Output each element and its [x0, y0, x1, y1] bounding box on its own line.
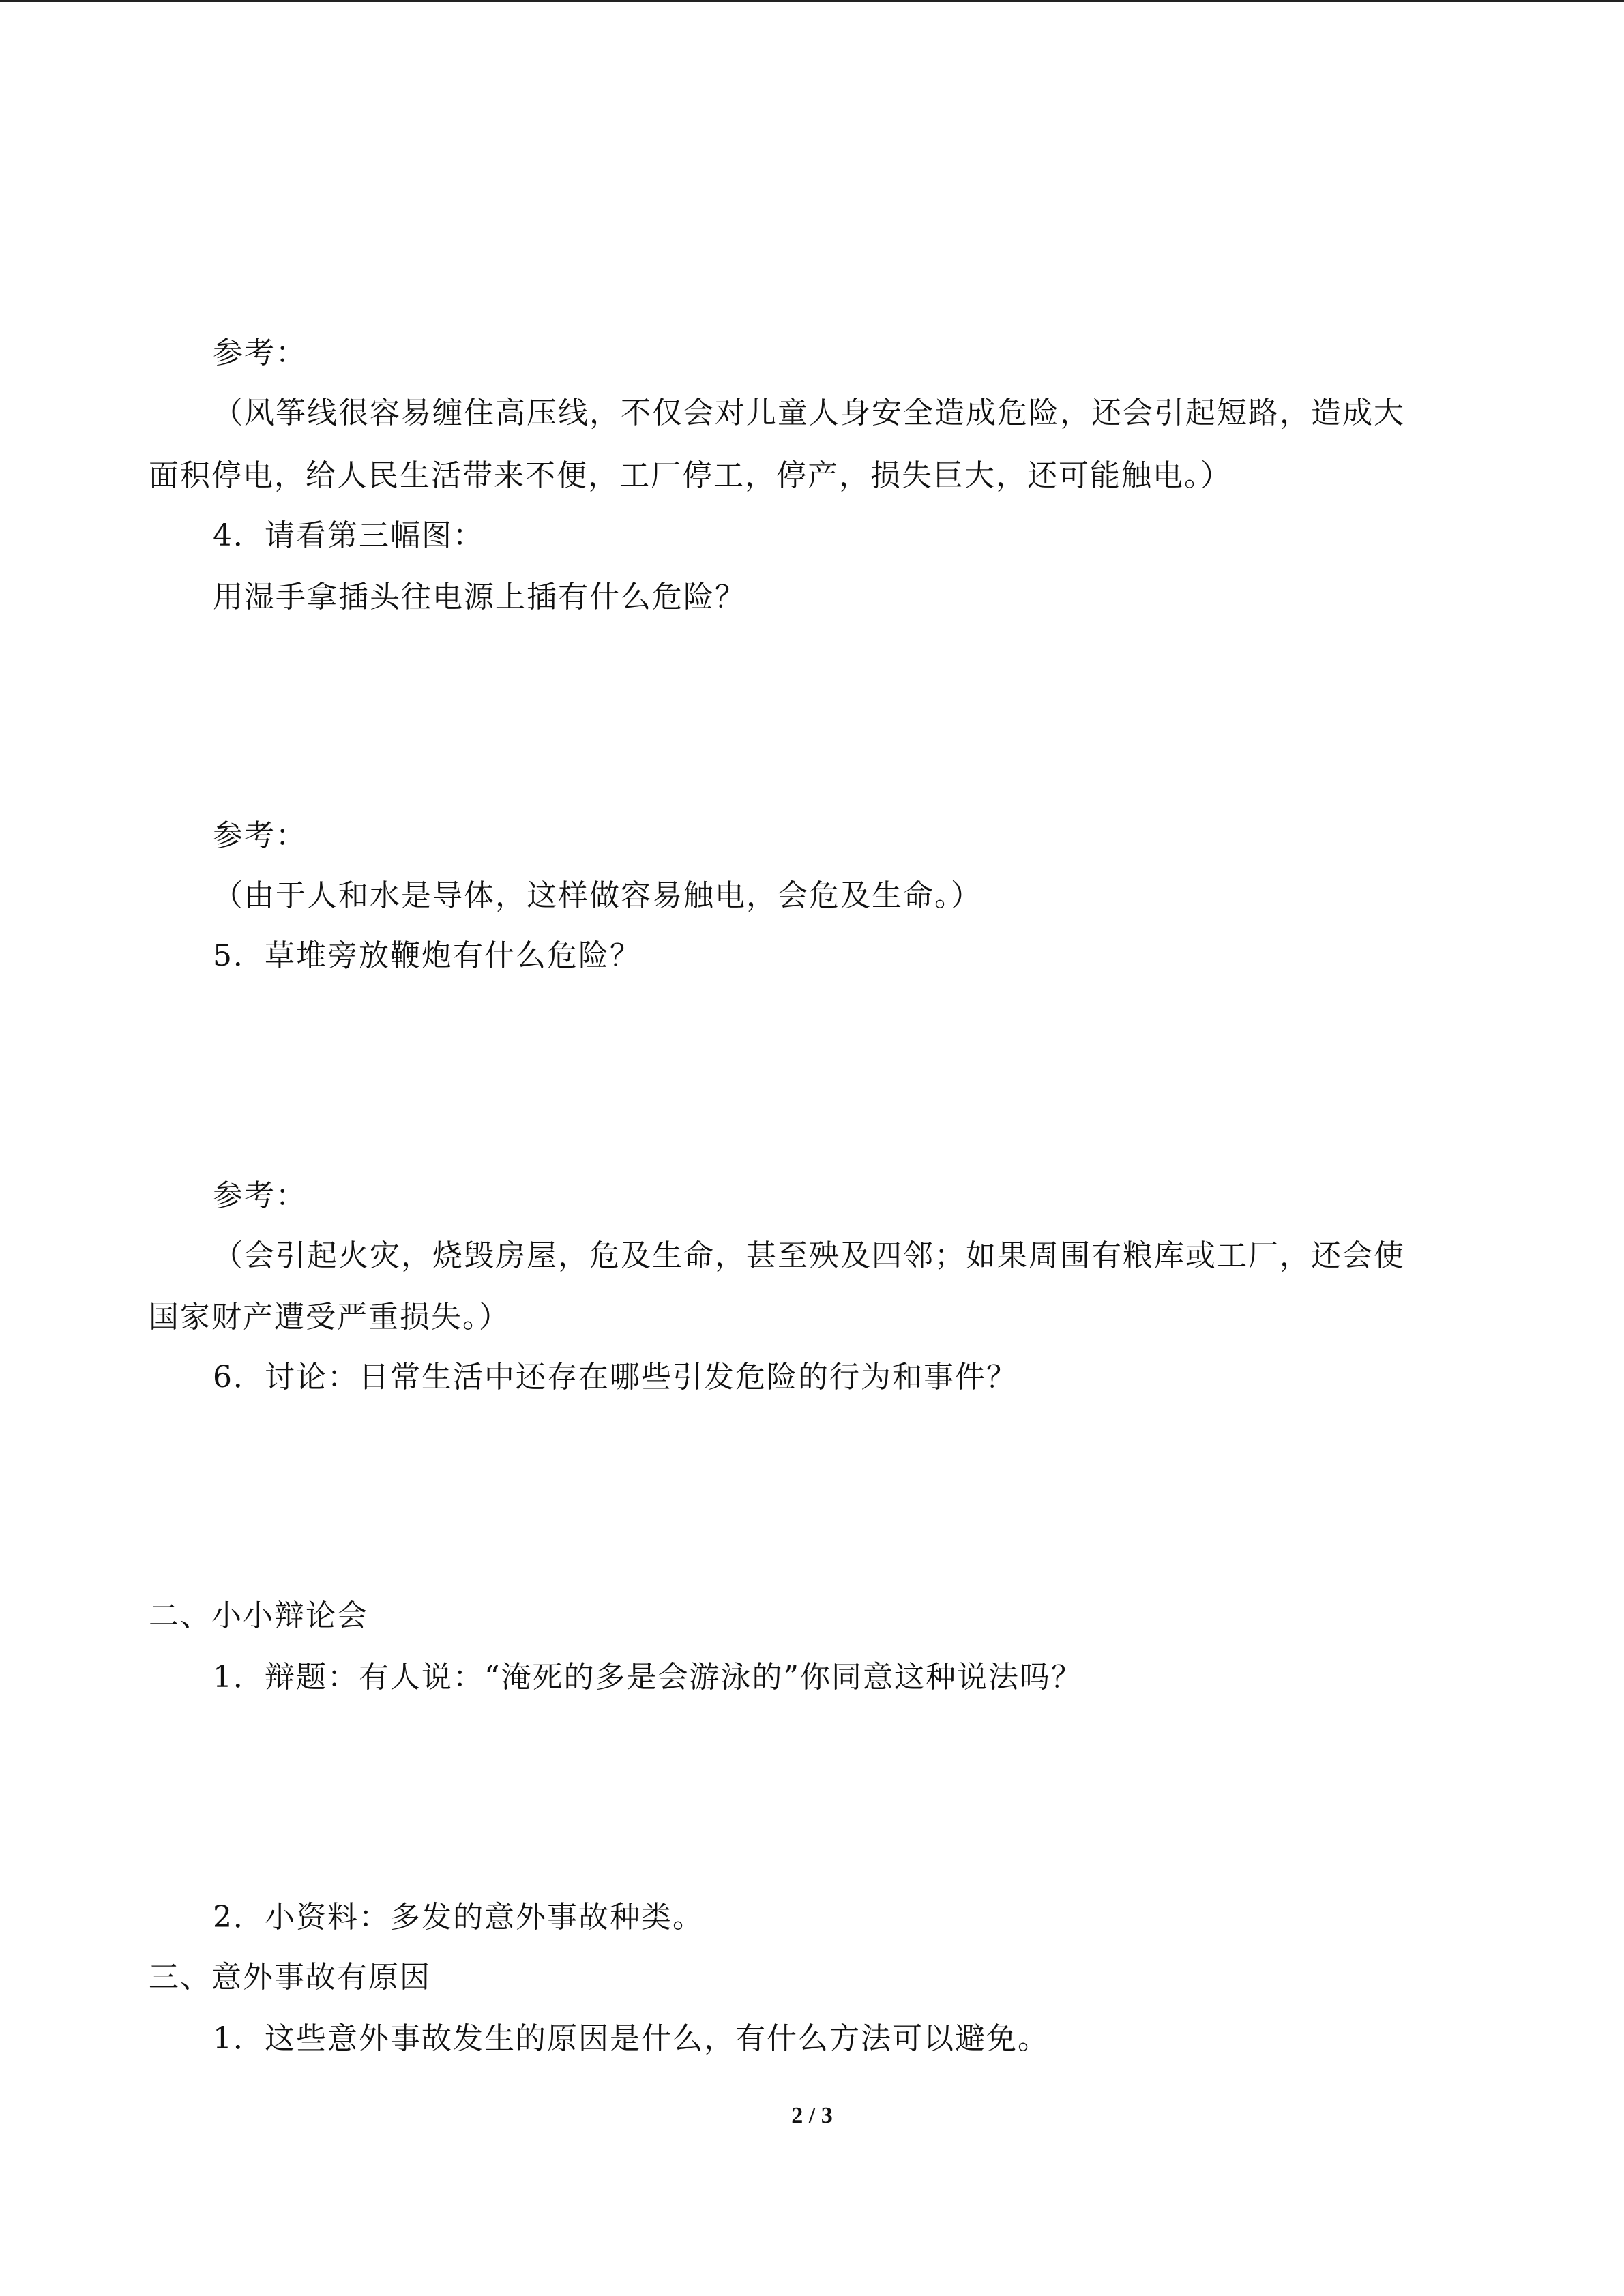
reference-text: （会引起火灾，烧毁房屋，危及生命，甚至殃及四邻；如果周围有粮库或工厂，还会使 — [213, 1238, 1405, 1273]
reference-text: （风筝线很容易缠住高压线，不仅会对儿童人身安全造成危险，还会引起短路，造成大 — [213, 396, 1405, 430]
reference-text: 国家财产遭受严重损失。） — [149, 1300, 510, 1335]
reference-text: 面积停电，给人民生活带来不便，工厂停工，停产，损失巨大，还可能触电。） — [149, 458, 1232, 493]
question-text: 2．小资料：多发的意外事故种类。 — [213, 1900, 704, 1935]
question-text: 5．草堆旁放鞭炮有什么危险？ — [213, 938, 641, 973]
reference-label: 参考： — [213, 1178, 307, 1213]
section-heading: 二、小小辩论会 — [149, 1598, 368, 1633]
question-text: 用湿手拿插头往电源上插有什么危险？ — [213, 580, 746, 614]
question-heading: 4．请看第三幅图： — [213, 518, 484, 553]
question-text: 1．这些意外事故发生的原因是什么，有什么方法可以避免。 — [213, 2021, 1049, 2056]
reference-text: （由于人和水是导体，这样做容易触电，会危及生命。） — [213, 878, 982, 913]
question-text: 6．讨论：日常生活中还存在哪些引发危险的行为和事件？ — [213, 1360, 1018, 1395]
reference-label: 参考： — [213, 818, 307, 853]
reference-label: 参考： — [213, 336, 307, 370]
section-heading: 三、意外事故有原因 — [149, 1960, 431, 1995]
page-number: 2 / 3 — [791, 2103, 833, 2128]
question-text: 1．辩题：有人说：“淹死的多是会游泳的”你同意这种说法吗？ — [213, 1660, 1082, 1695]
